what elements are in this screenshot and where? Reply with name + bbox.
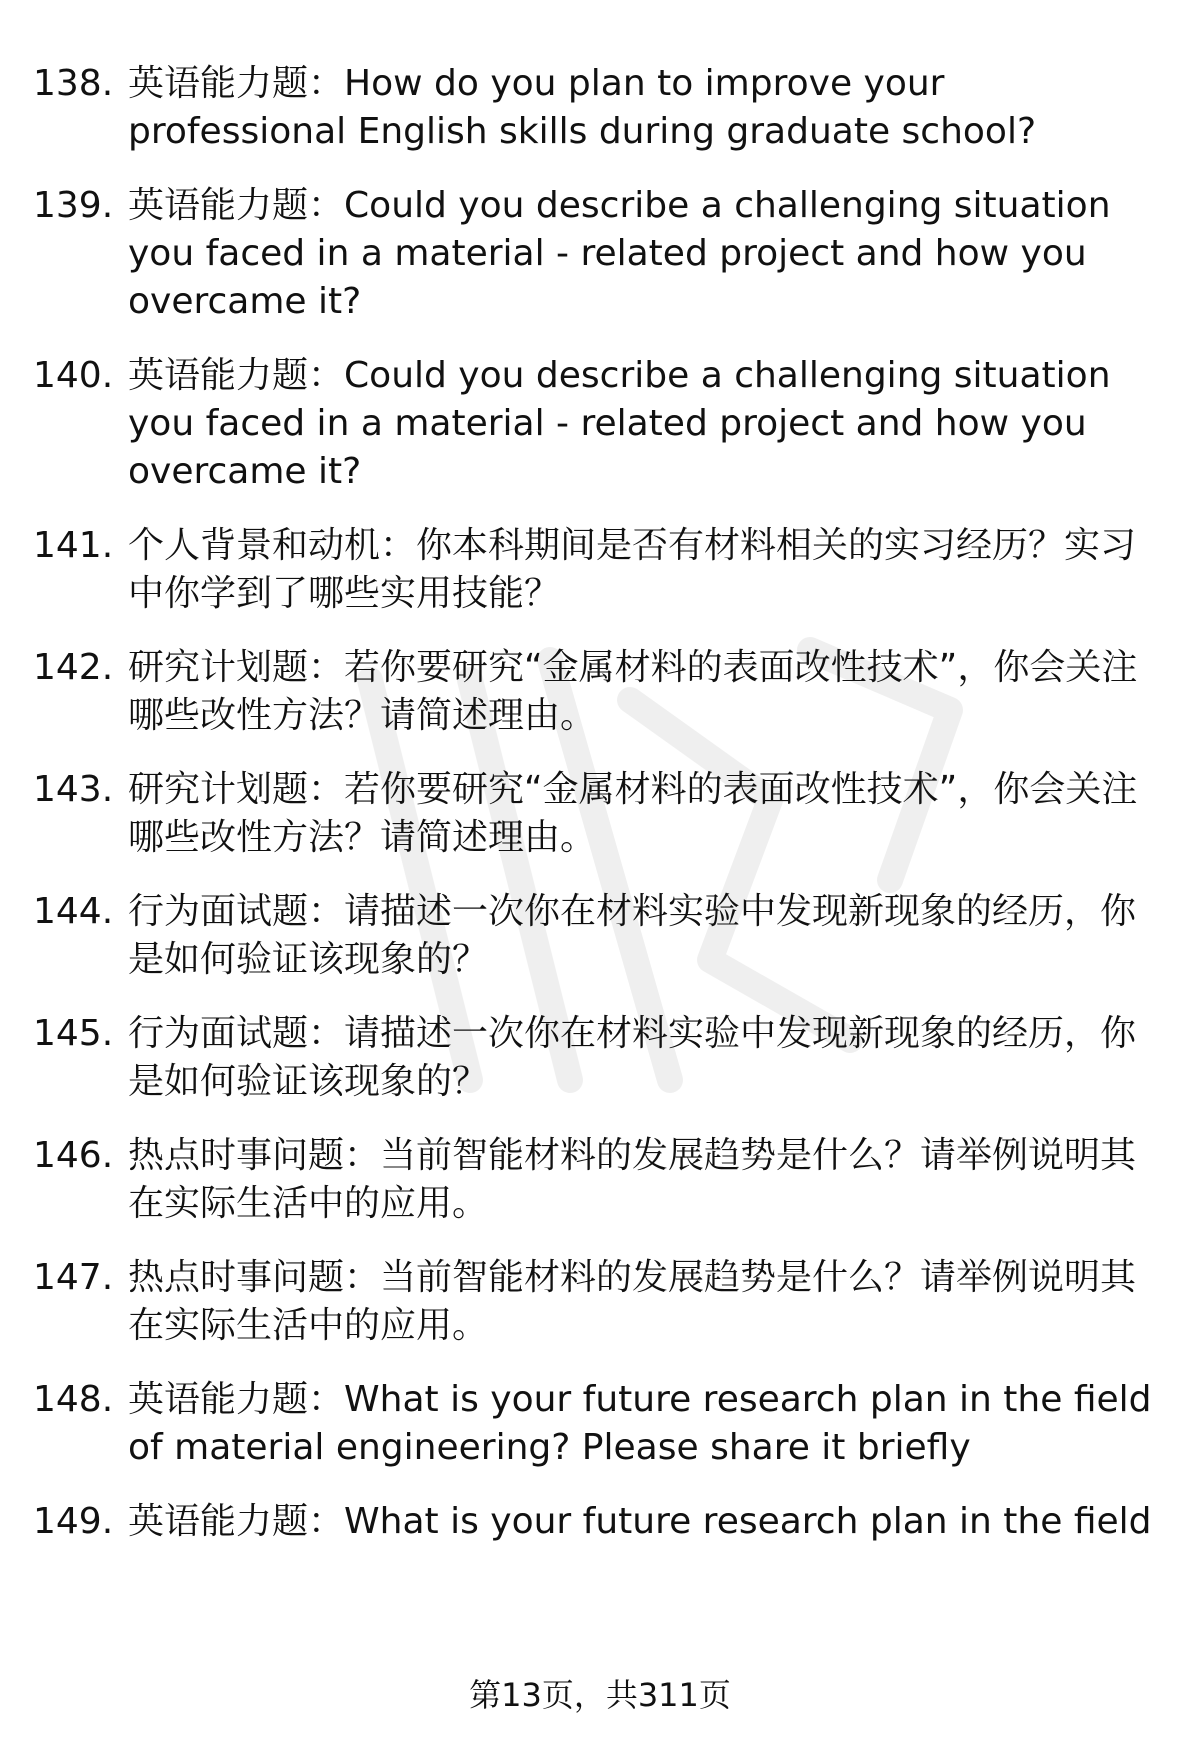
question-item xyxy=(33,644,1163,740)
question-separator: ： xyxy=(308,891,345,932)
question-category: 行为面试题 xyxy=(128,891,309,932)
question-item xyxy=(33,888,1163,984)
question-separator: ： xyxy=(308,647,345,688)
question-separator: ： xyxy=(308,769,345,810)
question-category: 英语能力题 xyxy=(128,63,309,104)
question-text: Could you describe a challenging situation you faced in a material - related project and how you overcame it? xyxy=(128,355,1111,492)
question-number: 145. xyxy=(33,1013,114,1054)
question-number: 144. xyxy=(33,891,114,932)
question-category: 英语能力题 xyxy=(128,1379,309,1420)
question-item xyxy=(33,766,1163,862)
question-number: 147. xyxy=(33,1257,114,1298)
question-text: 请描述一次你在材料实验中发现新现象的经历，你是如何验证该现象的？ xyxy=(128,1013,1137,1102)
question-body xyxy=(128,1010,1163,1106)
question-category: 研究计划题 xyxy=(128,769,309,810)
question-separator: ： xyxy=(308,355,345,396)
question-category: 英语能力题 xyxy=(128,355,309,396)
question-separator: ： xyxy=(308,1501,345,1542)
question-category: 热点时事问题 xyxy=(128,1257,345,1298)
question-item xyxy=(33,522,1163,618)
question-body xyxy=(128,182,1163,326)
question-separator: ： xyxy=(344,1257,381,1298)
question-list xyxy=(33,60,1163,1572)
page-number-label: 第13页，共311页 xyxy=(469,1676,731,1714)
question-number: 140. xyxy=(33,355,114,396)
question-number: 141. xyxy=(33,525,114,566)
question-body xyxy=(128,1376,1163,1472)
page-footer xyxy=(0,1675,1200,1715)
question-body xyxy=(128,1498,1163,1546)
question-item xyxy=(33,1498,1163,1546)
question-text: Could you describe a challenging situation you faced in a material - related project and how you overcame it? xyxy=(128,185,1111,322)
question-number: 143. xyxy=(33,769,114,810)
question-item xyxy=(33,352,1163,496)
question-separator: ： xyxy=(308,1013,345,1054)
question-item xyxy=(33,1010,1163,1106)
question-body xyxy=(128,1132,1163,1228)
question-category: 个人背景和动机 xyxy=(128,525,381,566)
question-body xyxy=(128,766,1163,862)
question-separator: ： xyxy=(308,185,345,226)
question-body xyxy=(128,522,1163,618)
question-item xyxy=(33,1132,1163,1228)
question-body xyxy=(128,644,1163,740)
question-separator: ： xyxy=(380,525,417,566)
question-item xyxy=(33,60,1163,156)
question-body xyxy=(128,60,1163,156)
question-category: 行为面试题 xyxy=(128,1013,309,1054)
question-separator: ： xyxy=(308,1379,345,1420)
question-item xyxy=(33,182,1163,326)
question-number: 142. xyxy=(33,647,114,688)
question-text: 若你要研究“金属材料的表面改性技术”，你会关注哪些改性方法？请简述理由。 xyxy=(128,647,1138,736)
question-text: 你本科期间是否有材料相关的实习经历？实习中你学到了哪些实用技能？ xyxy=(128,525,1137,614)
question-category: 研究计划题 xyxy=(128,647,309,688)
question-item xyxy=(33,1376,1163,1472)
question-separator: ： xyxy=(308,63,345,104)
question-number: 139. xyxy=(33,185,114,226)
question-body xyxy=(128,352,1163,496)
question-number: 149. xyxy=(33,1501,114,1542)
question-separator: ： xyxy=(344,1135,381,1176)
question-category: 热点时事问题 xyxy=(128,1135,345,1176)
question-number: 148. xyxy=(33,1379,114,1420)
question-text: What is your future research plan in the field of material engineering? Please share it briefly xyxy=(128,1379,1152,1468)
question-text: 请描述一次你在材料实验中发现新现象的经历，你是如何验证该现象的？ xyxy=(128,891,1137,980)
question-category: 英语能力题 xyxy=(128,185,309,226)
question-number: 146. xyxy=(33,1135,114,1176)
question-text: 当前智能材料的发展趋势是什么？请举例说明其在实际生活中的应用。 xyxy=(128,1135,1137,1224)
question-number: 138. xyxy=(33,63,114,104)
question-text: 当前智能材料的发展趋势是什么？请举例说明其在实际生活中的应用。 xyxy=(128,1257,1137,1346)
question-text: How do you plan to improve your professional English skills during graduate school? xyxy=(128,63,1037,152)
question-item xyxy=(33,1254,1163,1350)
question-text: What is your future research plan in the field xyxy=(344,1501,1152,1542)
question-body xyxy=(128,888,1163,984)
question-text: 若你要研究“金属材料的表面改性技术”，你会关注哪些改性方法？请简述理由。 xyxy=(128,769,1138,858)
question-body xyxy=(128,1254,1163,1350)
question-category: 英语能力题 xyxy=(128,1501,309,1542)
